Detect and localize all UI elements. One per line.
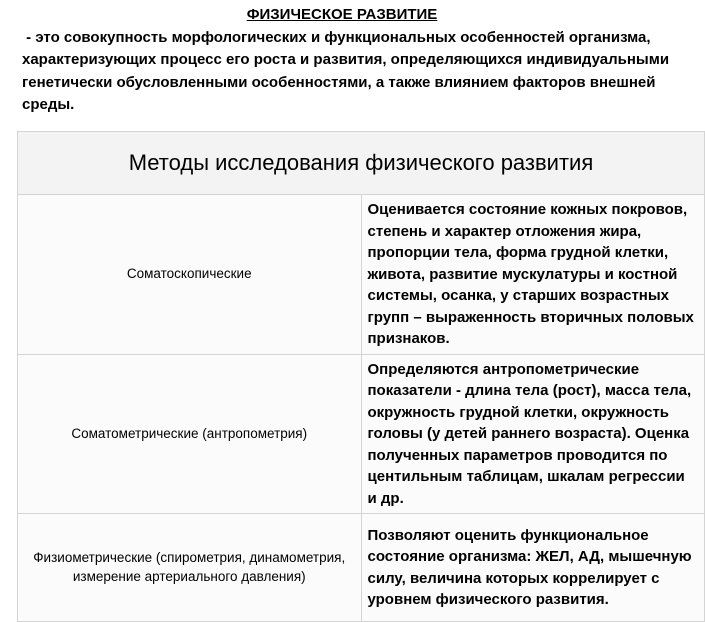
method-name: Соматометрические (антропометрия) <box>18 354 362 514</box>
method-description: Позволяют оценить функциональное состояние организма: ЖЕЛ, АД, мышечную силу, величина которых коррелирует с уровнем физического развития. <box>361 514 705 622</box>
method-description: Определяются антропометрические показатели - длина тела (рост), масса тела, окружность грудной клетки, окружность головы (у детей раннего возраста). Оценка полученных параметров проводится по центильным таблицам, шкалам регрессии и др. <box>361 354 705 514</box>
table-row <box>18 354 705 514</box>
method-name: Физиометрические (спирометрия, динамометрия, измерение артериального давления) <box>18 514 362 622</box>
table-title-row <box>18 132 705 195</box>
table-title: Методы исследования физического развития <box>18 132 705 195</box>
method-name: Соматоскопические <box>18 195 362 355</box>
table-row <box>18 514 705 622</box>
method-description: Оценивается состояние кожных покровов, степень и характер отложения жира, пропорции тела, форма грудной клетки, живота, развитие мускулатуры и костной системы, осанка, у старших возрастных групп – выраженность вторичных половых признаков. <box>361 195 705 355</box>
methods-table <box>17 131 705 622</box>
table-row <box>18 195 705 355</box>
page-heading: ФИЗИЧЕСКОЕ РАЗВИТИЕ <box>246 6 438 23</box>
definition-text: - это совокупность морфологических и функциональных особенностей организма, характеризующих процесс его роста и развития, определяющихся индивидуальными генетически обусловленными особенностями, а также влиянием факторов внешней среды. <box>22 28 674 113</box>
intro-block <box>22 4 692 117</box>
